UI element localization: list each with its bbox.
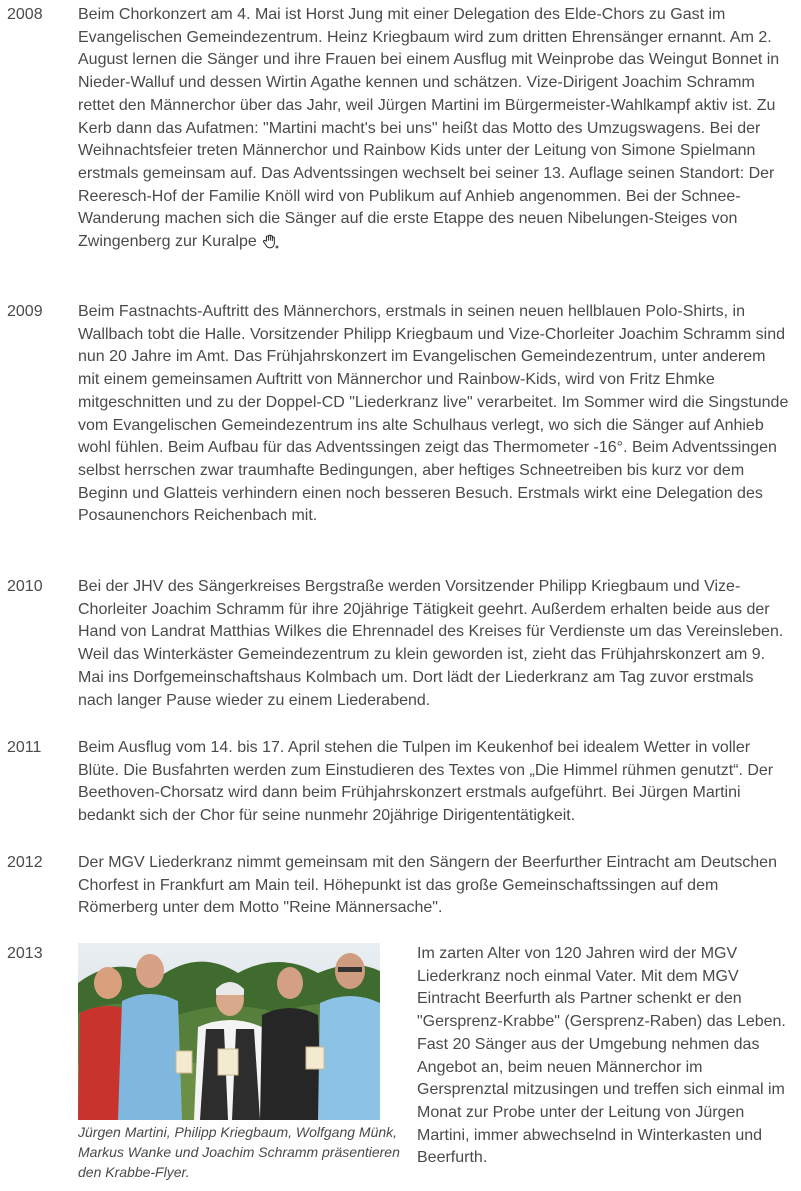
year-label: 2010 [7,578,43,595]
entry-text: Im zarten Alter von 120 Jahren wird der MGV Liederkranz noch einmal Vater. Mit dem MGV Eintracht Beerfurth als Partner schenkt er den "Gersprenz-Krabbe" (Gersprenz-Raben) das Leben. Fast 20 Sänger aus der Umgebung nehmen das Angebot an, beim neuen Männerchor im Gersprenztal mitzusingen und treffen sich einmal im Monat zur Probe unter der Leitung von Jürgen Martini, immer abwechselnd in Winterkasten und Beerfurth. [417,945,786,1167]
group-photo-image [78,943,380,1120]
entry-text-2008 [78,4,790,254]
entry-text: Beim Fastnachts-Auftritt des Männerchors, erstmals in seinen neuen hellblauen Polo-Shirts, in Wallbach tobt die Halle. Vorsitzender Philipp Kriegbaum und Vize-Chorleiter Joachim Schramm sind nun 20 Jahre im Amt. Das Frühjahrskonzert im Evangelischen Gemeindezentrum, unter anderem mit einem gemeinsamen Auftritt von Männerchor und Rainbow-Kids, wird von Fritz Ehmke mitgeschnitten und zu der Doppel-CD "Liederkranz live" verarbeitet. Im Sommer wird die Singstunde vom Evangelischen Gemeindezentrum ins alte Schulhaus verlegt, wo sich die Sänger auf Anhieb wohl fühlen. Beim Aufbau für das Adventssingen zeigt das Thermometer -16°. Beim Adventssingen selbst herrschen zwar traumhafte Bedingungen, aber heftiges Schneetreiben bis kurz vor dem Beginn und Glatteis verhindern einen noch besseren Besuch. Erstmals wirkt eine Delegation des Posaunenchors Reichenbach mit. [78,303,789,525]
year-label: 2013 [7,945,43,962]
entry-text: Der MGV Liederkranz nimmt gemeinsam mit den Sängern der Beerfurther Eintracht am Deutschen Chorfest in Frankfurt am Main teil. Höhepunkt ist das große Gemeinschaftssingen auf dem Römerberg unter dem Motto "Reine Männersache". [78,854,777,917]
year-label: 2012 [7,854,43,871]
entry-text: Beim Chorkonzert am 4. Mai ist Horst Jung mit einer Delegation des Elde-Chors zu Gast im Evangelischen Gemeindezentrum. Heinz Kriegbaum wird zum dritten Ehrensänger ernannt. Am 2. August lernen die Sänger und ihre Frauen bei einem Ausflug mit Weinprobe das Weingut Bonnet in Nieder-Walluf und dessen Wirtin Agathe kennen und schätzen. Vize-Dirigent Joachim Schramm rettet den Männerchor über das Jahr, weil Jürgen Martini im Bürgermeister-Wahlkampf aktiv ist. Zu Kerb dann das Aufatmen: "Martini macht's bei uns" heißt das Motto des Umzugswagens. Bei der Weihnachtsfeier treten Männerchor und Rainbow Kids unter der Leitung von Simone Spielmann erstmals gemeinsam auf. Das Adventssingen wechselt bei seiner 13. Auflage seinen Standort: Der Reeresch-Hof der Familie Knöll wird von Publikum auf Anhieb angenommen. Bei der Schnee-Wanderung machen sich die Sänger auf die erste Etappe des neuen Nibelungen-Steiges von Zwingenberg zur Kuralpe [78,6,780,251]
photo-caption: Jürgen Martini, Philipp Kriegbaum, Wolfgang Münk, Markus Wanke und Joachim Schramm präsentieren den Krabbe-Flyer. [78,1124,400,1180]
entry-text: Beim Ausflug vom 14. bis 17. April stehen die Tulpen im Keukenhof bei idealem Wetter in voller Blüte. Die Busfahrten werden zum Einstudieren des Textes von „Die Himmel rühmen genutzt“. Der Beethoven-Chorsatz wird dann beim Frühjahrskonzert erstmals aufgeführt. Bei Jürgen Martini bedankt sich der Chor für seine nunmehr 20jährige Dirigententätigkeit. [78,739,774,825]
entry-text: Bei der JHV des Sängerkreises Bergstraße werden Vorsitzender Philipp Kriegbaum und Vize-Chorleiter Joachim Schramm für ihre 20jährige Tätigkeit geehrt. Außerdem erhalten beide aus der Hand von Landrat Matthias Wilkes die Ehrennadel des Kreises für Verdienste um das Vereinsleben. Weil das Winterkäster Gemeindezentrum zu klein geworden ist, zieht das Frühjahrskonzert am 9. Mai ins Dorfgemeinschaftshaus Kolmbach um. Dort lädt der Liederkranz am Tag zuvor erstmals nach langer Pause wieder zu einem Liederabend. [78,578,784,709]
group-photo [78,943,380,1120]
year-label: 2011 [7,739,42,756]
year-label: 2008 [7,6,43,23]
year-label: 2009 [7,303,43,320]
hand-cursor-icon [261,233,279,251]
